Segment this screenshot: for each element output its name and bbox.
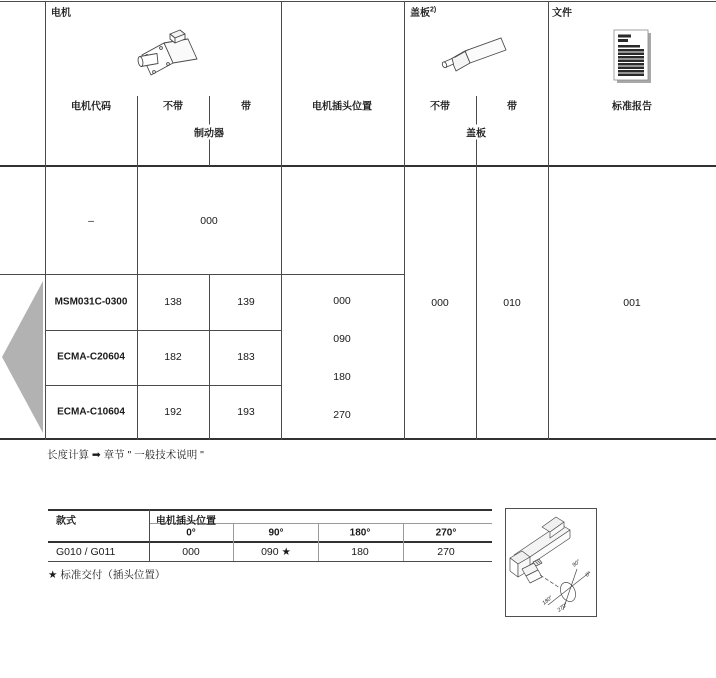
document-icon (610, 29, 654, 87)
grid-line (404, 1, 405, 440)
cell-without-brake: 138 (164, 296, 182, 308)
bt-header-180deg: 180° (349, 527, 371, 539)
grid-line (476, 96, 477, 440)
cell-plug-value: 000 (333, 295, 351, 307)
cell-without-brake: 192 (164, 406, 182, 418)
cell-cover-without: 000 (431, 297, 449, 309)
section-title-document: 文件 (552, 8, 572, 19)
col-header-report: 标准报告 (612, 101, 652, 113)
length-note: 长度计算 ➡ 章节 " 一般技术说明 " (47, 449, 204, 461)
footnote-ref: 2) (430, 6, 437, 14)
grid-line (45, 385, 281, 386)
bt-value-90deg: 090 ★ (261, 546, 291, 558)
grid-line (318, 524, 319, 561)
cell-motor-code: ECMA-C10604 (57, 406, 125, 418)
motor-icon (128, 25, 198, 89)
bt-header-plug-position: 电机插头位置 (156, 516, 216, 527)
grid-line (137, 96, 138, 440)
cell-with-brake: 183 (237, 351, 255, 363)
row-marker-arrow-icon (2, 281, 43, 433)
grid-line (403, 524, 404, 561)
cell-plug-value: 270 (333, 409, 351, 421)
grid-line (48, 561, 492, 562)
cell-cover-with: 010 (503, 297, 521, 309)
grid-line (48, 541, 492, 543)
angle-label-270: 270° (556, 601, 570, 614)
grid-line (281, 1, 282, 440)
col-header-cover-with: 带 (507, 101, 517, 113)
bt-header-0deg: 0° (186, 527, 196, 539)
grid-line (149, 509, 150, 562)
cell-without-brake: 182 (164, 351, 182, 363)
grid-line (45, 1, 46, 440)
grid-line (0, 274, 404, 275)
angle-label-0: 0° (584, 570, 593, 579)
cover-plate-icon (441, 29, 513, 85)
grid-line (0, 165, 716, 167)
bt-model: G010 / G011 (56, 546, 116, 558)
grid-line (45, 330, 281, 331)
bt-value-0deg: 000 (182, 546, 200, 558)
angle-label-90: 90° (571, 558, 582, 569)
bt-value-270deg: 270 (437, 546, 455, 558)
cell-plug-value: 090 (333, 333, 351, 345)
cell-report: 001 (623, 297, 641, 309)
section-title-cover: 盖板$^{2)}$ (410, 6, 437, 19)
grid-line (48, 509, 492, 511)
star-note: ★ 标准交付（插头位置） (48, 569, 166, 581)
plug-orientation-diagram (505, 508, 597, 617)
angle-label-180: 180° (541, 594, 555, 607)
bt-value-180deg: 180 (351, 546, 369, 558)
cell-motor-code: MSM031C-0300 (54, 296, 128, 308)
grid-line (548, 1, 549, 440)
cell-code-blank: – (88, 215, 94, 227)
cell-with-brake: 193 (237, 406, 255, 418)
bt-header-style: 款式 (56, 516, 76, 527)
bt-header-90deg: 90° (268, 527, 284, 539)
cell-brake-code-blank: 000 (200, 215, 218, 227)
cell-with-brake: 139 (237, 296, 255, 308)
grid-line (209, 274, 210, 440)
col-header-brake-with: 带 (241, 101, 251, 113)
grid-line (0, 1, 716, 2)
bt-header-270deg: 270° (435, 527, 457, 539)
grid-line (0, 438, 716, 440)
section-title-motor: 电机 (51, 8, 71, 19)
col-header-brake: 制动器 (191, 125, 227, 140)
col-header-brake-without: 不带 (163, 101, 183, 113)
cell-motor-code: ECMA-C20604 (57, 351, 125, 363)
col-header-motor-code: 电机代码 (71, 101, 111, 113)
col-header-cover-without: 不带 (430, 101, 450, 113)
grid-line (233, 524, 234, 561)
cell-plug-value: 180 (333, 371, 351, 383)
col-header-plug-position: 电机插头位置 (312, 101, 372, 113)
col-header-cover: 盖板 (463, 125, 489, 140)
